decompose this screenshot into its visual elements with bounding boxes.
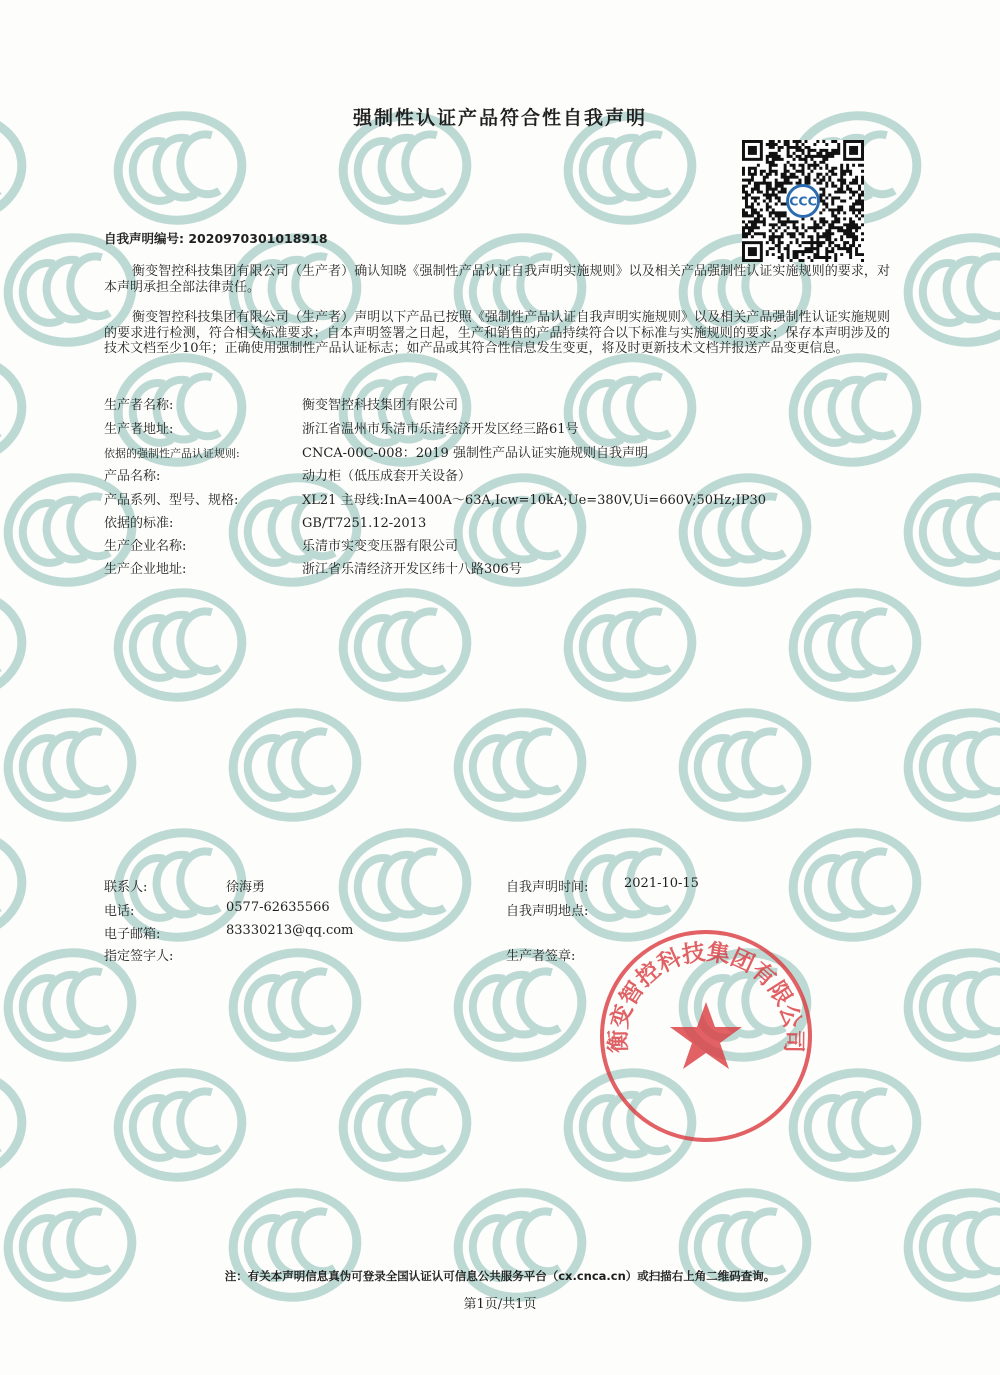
contact-label: 联系人: [104, 880, 148, 895]
declaration-time-label: 自我声明时间: [506, 880, 589, 895]
field-row [104, 559, 522, 581]
ccc-watermark-icon [676, 470, 813, 590]
ccc-watermark-icon [901, 1185, 1000, 1305]
field-label: 生产者地址: [104, 422, 174, 437]
field-label: 生产企业名称: [104, 539, 187, 554]
phone-value: 0577-62635566 [226, 900, 330, 915]
field-row [104, 466, 471, 488]
ccc-watermark-icon [786, 350, 923, 470]
field-value: 浙江省温州市乐清市乐清经济开发区经三路61号 [302, 422, 579, 437]
page-number: 第1页/共1页 [463, 1297, 537, 1312]
field-row [104, 395, 458, 417]
ccc-watermark-icon [1, 705, 138, 825]
page-title: 强制性认证产品符合性自我声明 [352, 107, 647, 129]
field-value: 乐清市实变变压器有限公司 [302, 539, 459, 554]
field-row [104, 443, 648, 465]
ccc-watermark-icon [226, 945, 363, 1065]
contact-value: 徐海勇 [226, 880, 266, 895]
footer-note: 注：有关本声明信息真伪可登录全国认证认可信息公共服务平台（cx.cnca.cn）或扫描右上角二维码查询。 [224, 1269, 776, 1283]
ccc-watermark-icon [676, 705, 813, 825]
ccc-qr-code-icon [742, 140, 864, 262]
seal-text: 衡变智控科技集团有限公司 [604, 938, 808, 1053]
signer-label: 指定签字人: [104, 949, 174, 964]
ccc-watermark-icon [336, 585, 473, 705]
ccc-watermark-icon [786, 585, 923, 705]
field-value: 动力柜（低压成套开关设备） [302, 469, 472, 484]
ccc-watermark-icon [901, 705, 1000, 825]
field-value: GB/T7251.12-2013 [302, 516, 427, 531]
phone-label: 电话: [104, 904, 135, 919]
ccc-watermark-icon [0, 350, 29, 470]
ccc-watermark-icon [676, 1185, 813, 1305]
ccc-logo-text: CCC [789, 193, 817, 209]
ccc-watermark-icon [561, 585, 698, 705]
email-value: 83330213@qq.com [226, 923, 354, 938]
ccc-watermark-icon [901, 945, 1000, 1065]
ccc-watermark-icon [1, 1185, 138, 1305]
field-value: CNCA-00C-008：2019 强制性产品认证实施规则自我声明 [302, 446, 648, 461]
declaration-time-value: 2021-10-15 [624, 876, 699, 891]
field-label: 产品系列、型号、规格: [104, 493, 239, 508]
ccc-watermark-icon [336, 825, 473, 945]
signature-label: 生产者签章: [506, 949, 576, 964]
field-value: 浙江省乐清经济开发区纬十八路306号 [302, 562, 522, 577]
ccc-watermark-icon [226, 1185, 363, 1305]
ccc-watermark-icon [451, 705, 588, 825]
field-row [104, 513, 426, 535]
field-label: 生产企业地址: [104, 562, 187, 577]
declaration-number [104, 229, 328, 247]
ccc-watermark-icon [0, 1065, 29, 1185]
ccc-watermark-icon [901, 470, 1000, 590]
paragraph-acknowledgement: 衡变智控科技集团有限公司（生产者）确认知晓《强制性产品认证自我声明实施规则》以及相关产品强制性认证实施规则的要求，对本声明承担全部法律责任。 [104, 264, 890, 295]
field-value: XL21 主母线:InA=400A～63A,Icw=10kA;Ue=380V,Ui=660V;50Hz;IP30 [302, 493, 767, 508]
ccc-watermark-icon [0, 585, 29, 705]
field-row [104, 490, 766, 512]
ccc-watermark-icon [0, 825, 29, 945]
ccc-watermark-icon [336, 1065, 473, 1185]
declaration-number-value: 2020970301018918 [188, 231, 328, 246]
ccc-watermark-icon [111, 1065, 248, 1185]
field-label: 依据的标准: [104, 516, 174, 531]
declaration-number-label: 自我声明编号: [104, 231, 184, 246]
field-row [104, 536, 458, 558]
ccc-watermark-icon [451, 1185, 588, 1305]
declaration-place-label: 自我声明地点: [506, 904, 589, 919]
field-row [104, 419, 579, 441]
field-label: 生产者名称: [104, 398, 174, 413]
email-label: 电子邮箱: [104, 927, 161, 942]
ccc-watermark-icon [111, 585, 248, 705]
paragraph-declaration: 衡变智控科技集团有限公司（生产者）声明以下产品已按照《强制性产品认证自我声明实施规则》以及相关产品强制性认证实施规则的要求进行检测，符合相关标准要求；自本声明签署之日起，生产和销售的产品持续符合以下标准与实施规则的要求；保存本声明涉及的技术文档至少10年；正确使用强制性产品认证标志；如产品或其符合性信息发生变更，将及时更新技术文档并报送产品变更信息。 [104, 310, 890, 356]
ccc-watermark-icon [226, 705, 363, 825]
field-label: 产品名称: [104, 469, 161, 484]
ccc-watermark-icon [901, 230, 1000, 350]
field-label: 依据的强制性产品认证规则: [104, 447, 240, 460]
field-value: 衡变智控科技集团有限公司 [302, 398, 459, 413]
company-seal [598, 928, 814, 1144]
